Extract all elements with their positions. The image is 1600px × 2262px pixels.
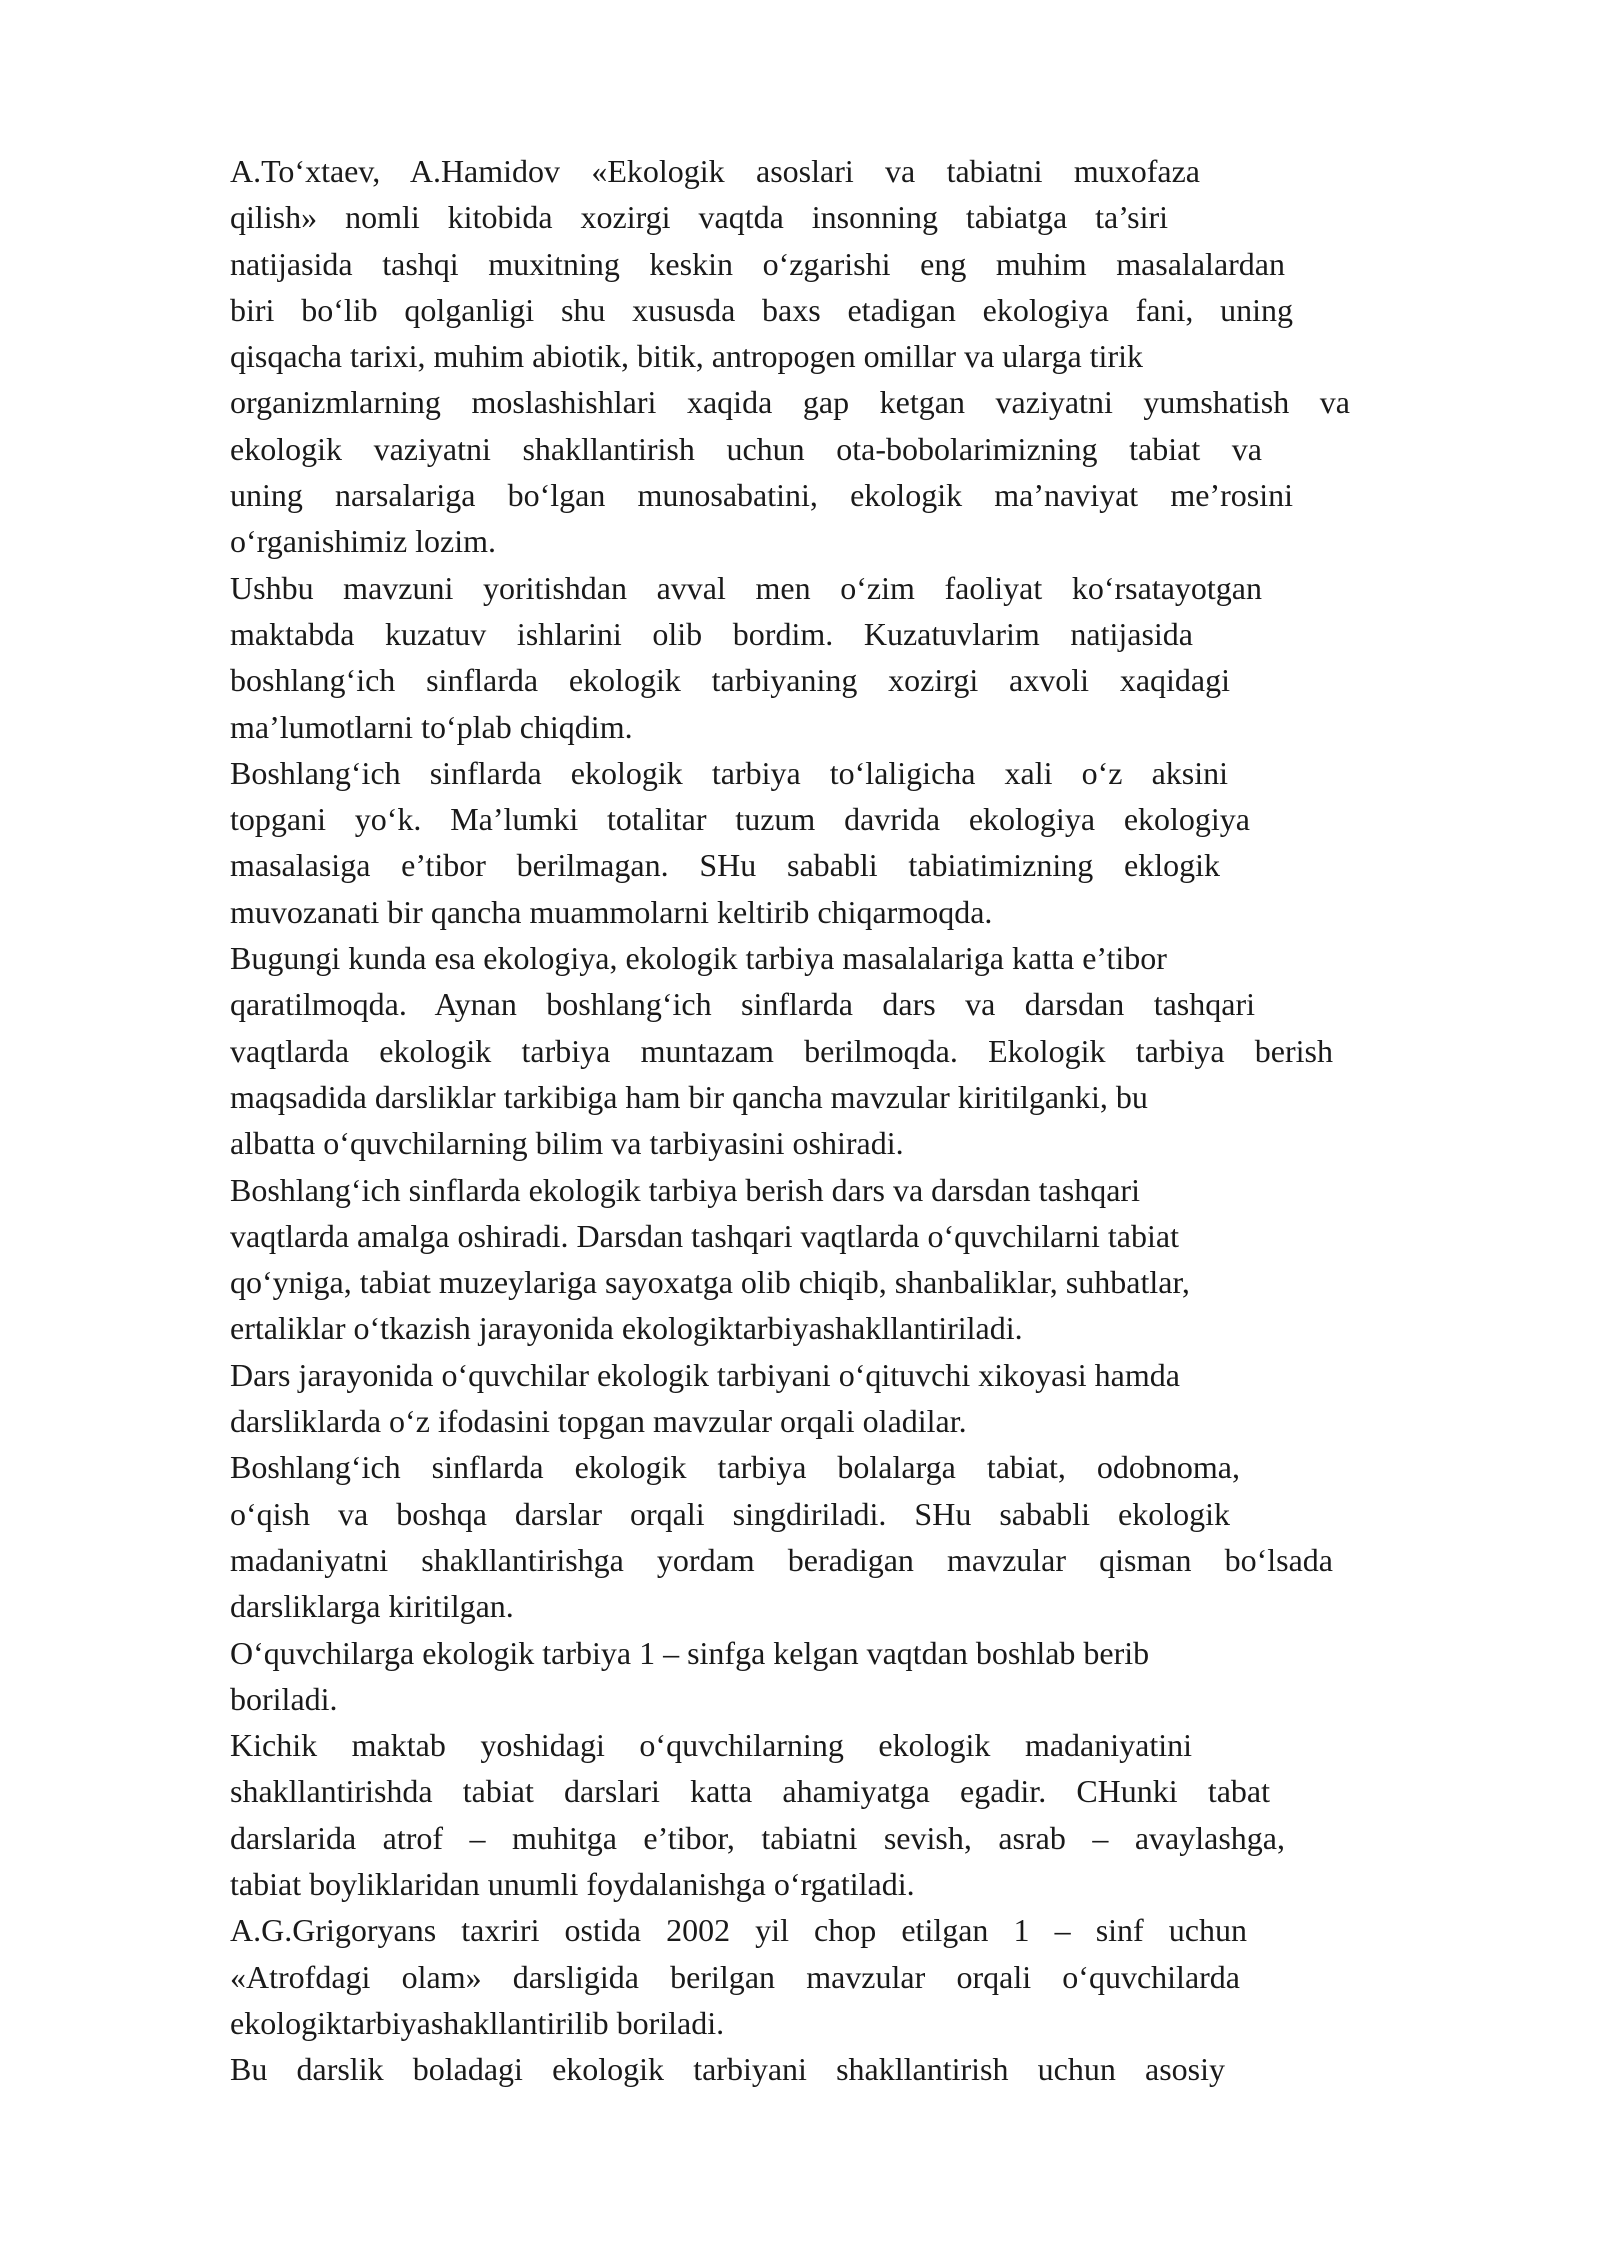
paragraph <box>230 148 1350 565</box>
text-line: maqsadida darsliklar tarkibiga ham bir qancha mavzular kiritilganki, bu <box>230 1078 1148 1115</box>
text-line: vaqtlarda amalga oshiradi. Darsdan tashqari vaqtlarda o‘quvchilarni tabiat <box>230 1217 1179 1254</box>
text-line: o‘qish va boshqa darslar orqali singdiriladi. SHu sababli ekologik <box>230 1495 1230 1532</box>
paragraph <box>230 2046 1350 2092</box>
text-line: muvozanati bir qancha muammolarni keltirib chiqarmoqda. <box>230 893 993 930</box>
paragraph <box>230 750 1350 935</box>
text-line: vaqtlarda ekologik tarbiya muntazam berilmoqda. Ekologik tarbiya berish <box>230 1032 1333 1069</box>
paragraph <box>230 1722 1350 1907</box>
text-line: topgani yo‘k. Ma’lumki totalitar tuzum davrida ekologiya ekologiya <box>230 801 1250 838</box>
text-line: Ushbu mavzuni yoritishdan avval men o‘zim faoliyat ko‘rsatayotgan <box>230 569 1262 606</box>
paragraph <box>230 1167 1350 1352</box>
text-line: madaniyatni shakllantirishga yordam beradigan mavzular qisman bo‘lsada <box>230 1541 1333 1578</box>
text-line: Boshlang‘ich sinflarda ekologik tarbiya berish dars va darsdan tashqari <box>230 1171 1140 1208</box>
text-line: darsliklarda o‘z ifodasini topgan mavzular orqali oladilar. <box>230 1403 967 1440</box>
text-line: biri bo‘lib qolganligi shu xususda baxs etadigan ekologiya fani, uning <box>230 291 1293 328</box>
text-line: shakllantirishda tabiat darslari katta ahamiyatga egadir. CHunki tabat <box>230 1773 1270 1810</box>
text-line: Boshlang‘ich sinflarda ekologik tarbiya to‘laligicha xali o‘z aksini <box>230 754 1228 791</box>
text-line: Dars jarayonida o‘quvchilar ekologik tarbiyani o‘qituvchi xikoyasi hamda <box>230 1356 1180 1393</box>
text-line: tabiat boyliklaridan unumli foydalanishga o‘rgatiladi. <box>230 1865 915 1902</box>
text-line: boshlang‘ich sinflarda ekologik tarbiyaning xozirgi axvoli xaqidagi <box>230 662 1230 699</box>
text-line: darslarida atrof – muhitga e’tibor, tabiatni sevish, asrab – avaylashga, <box>230 1819 1285 1856</box>
text-line: masalasiga e’tibor berilmagan. SHu sababli tabiatimizning eklogik <box>230 847 1220 884</box>
text-line: O‘quvchilarga ekologik tarbiya 1 – sinfga kelgan vaqtdan boshlab berib <box>230 1634 1150 1671</box>
paragraph <box>230 1907 1350 2046</box>
text-line: Kichik maktab yoshidagi o‘quvchilarning ekologik madaniyatini <box>230 1727 1192 1764</box>
text-line: Bugungi kunda esa ekologiya, ekologik tarbiya masalalariga katta e’tibor <box>230 940 1167 977</box>
text-line: «Atrofdagi olam» darsligida berilgan mavzular orqali o‘quvchilarda <box>230 1958 1240 1995</box>
text-line: uning narsalariga bo‘lgan munosabatini, ekologik ma’naviyat me’rosini <box>230 477 1293 514</box>
paragraph <box>230 1352 1350 1445</box>
text-line: darsliklarga kiritilgan. <box>230 1588 514 1625</box>
text-line: ekologik vaziyatni shakllantirish uchun ota-bobolarimizning tabiat va <box>230 430 1262 467</box>
paragraph <box>230 565 1350 750</box>
text-line: qaratilmoqda. Aynan boshlang‘ich sinflarda dars va darsdan tashqari <box>230 986 1255 1023</box>
text-line: qilish» nomli kitobida xozirgi vaqtda insonning tabiatga ta’siri <box>230 199 1168 236</box>
text-line: A.To‘xtaev, A.Hamidov «Ekologik asoslari va tabiatni muxofaza <box>230 153 1200 189</box>
text-line: o‘rganishimiz lozim. <box>230 523 497 560</box>
text-line: ma’lumotlarni to‘plab chiqdim. <box>230 708 633 745</box>
text-line: natijasida tashqi muxitning keskin o‘zgarishi eng muhim masalalardan <box>230 245 1285 282</box>
text-line: qo‘yniga, tabiat muzeylariga sayoxatga olib chiqib, shanbaliklar, suhbatlar, <box>230 1264 1190 1301</box>
document-body <box>230 148 1350 2092</box>
paragraph <box>230 1630 1350 1723</box>
text-line: A.G.Grigoryans taxriri ostida 2002 yil chop etilgan 1 – sinf uchun <box>230 1912 1247 1949</box>
text-line: Boshlang‘ich sinflarda ekologik tarbiya bolalarga tabiat, odobnoma, <box>230 1449 1240 1486</box>
paragraph <box>230 1444 1350 1629</box>
text-line: ekologiktarbiyashakllantirilib boriladi. <box>230 2004 725 2041</box>
paragraph <box>230 935 1350 1166</box>
text-line: organizmlarning moslashishlari xaqida gap ketgan vaziyatni yumshatish va <box>230 384 1350 421</box>
text-line: albatta o‘quvchilarning bilim va tarbiyasini oshiradi. <box>230 1125 904 1162</box>
text-line: Bu darslik boladagi ekologik tarbiyani shakllantirish uchun asosiy <box>230 2051 1225 2088</box>
text-line: qisqacha tarixi, muhim abiotik, bitik, antropogen omillar va ularga tirik <box>230 338 1143 375</box>
text-line: boriladi. <box>230 1680 338 1717</box>
text-line: maktabda kuzatuv ishlarini olib bordim. Kuzatuvlarim natijasida <box>230 615 1193 652</box>
text-line: ertaliklar o‘tkazish jarayonida ekologiktarbiyashakllantiriladi. <box>230 1310 1023 1347</box>
